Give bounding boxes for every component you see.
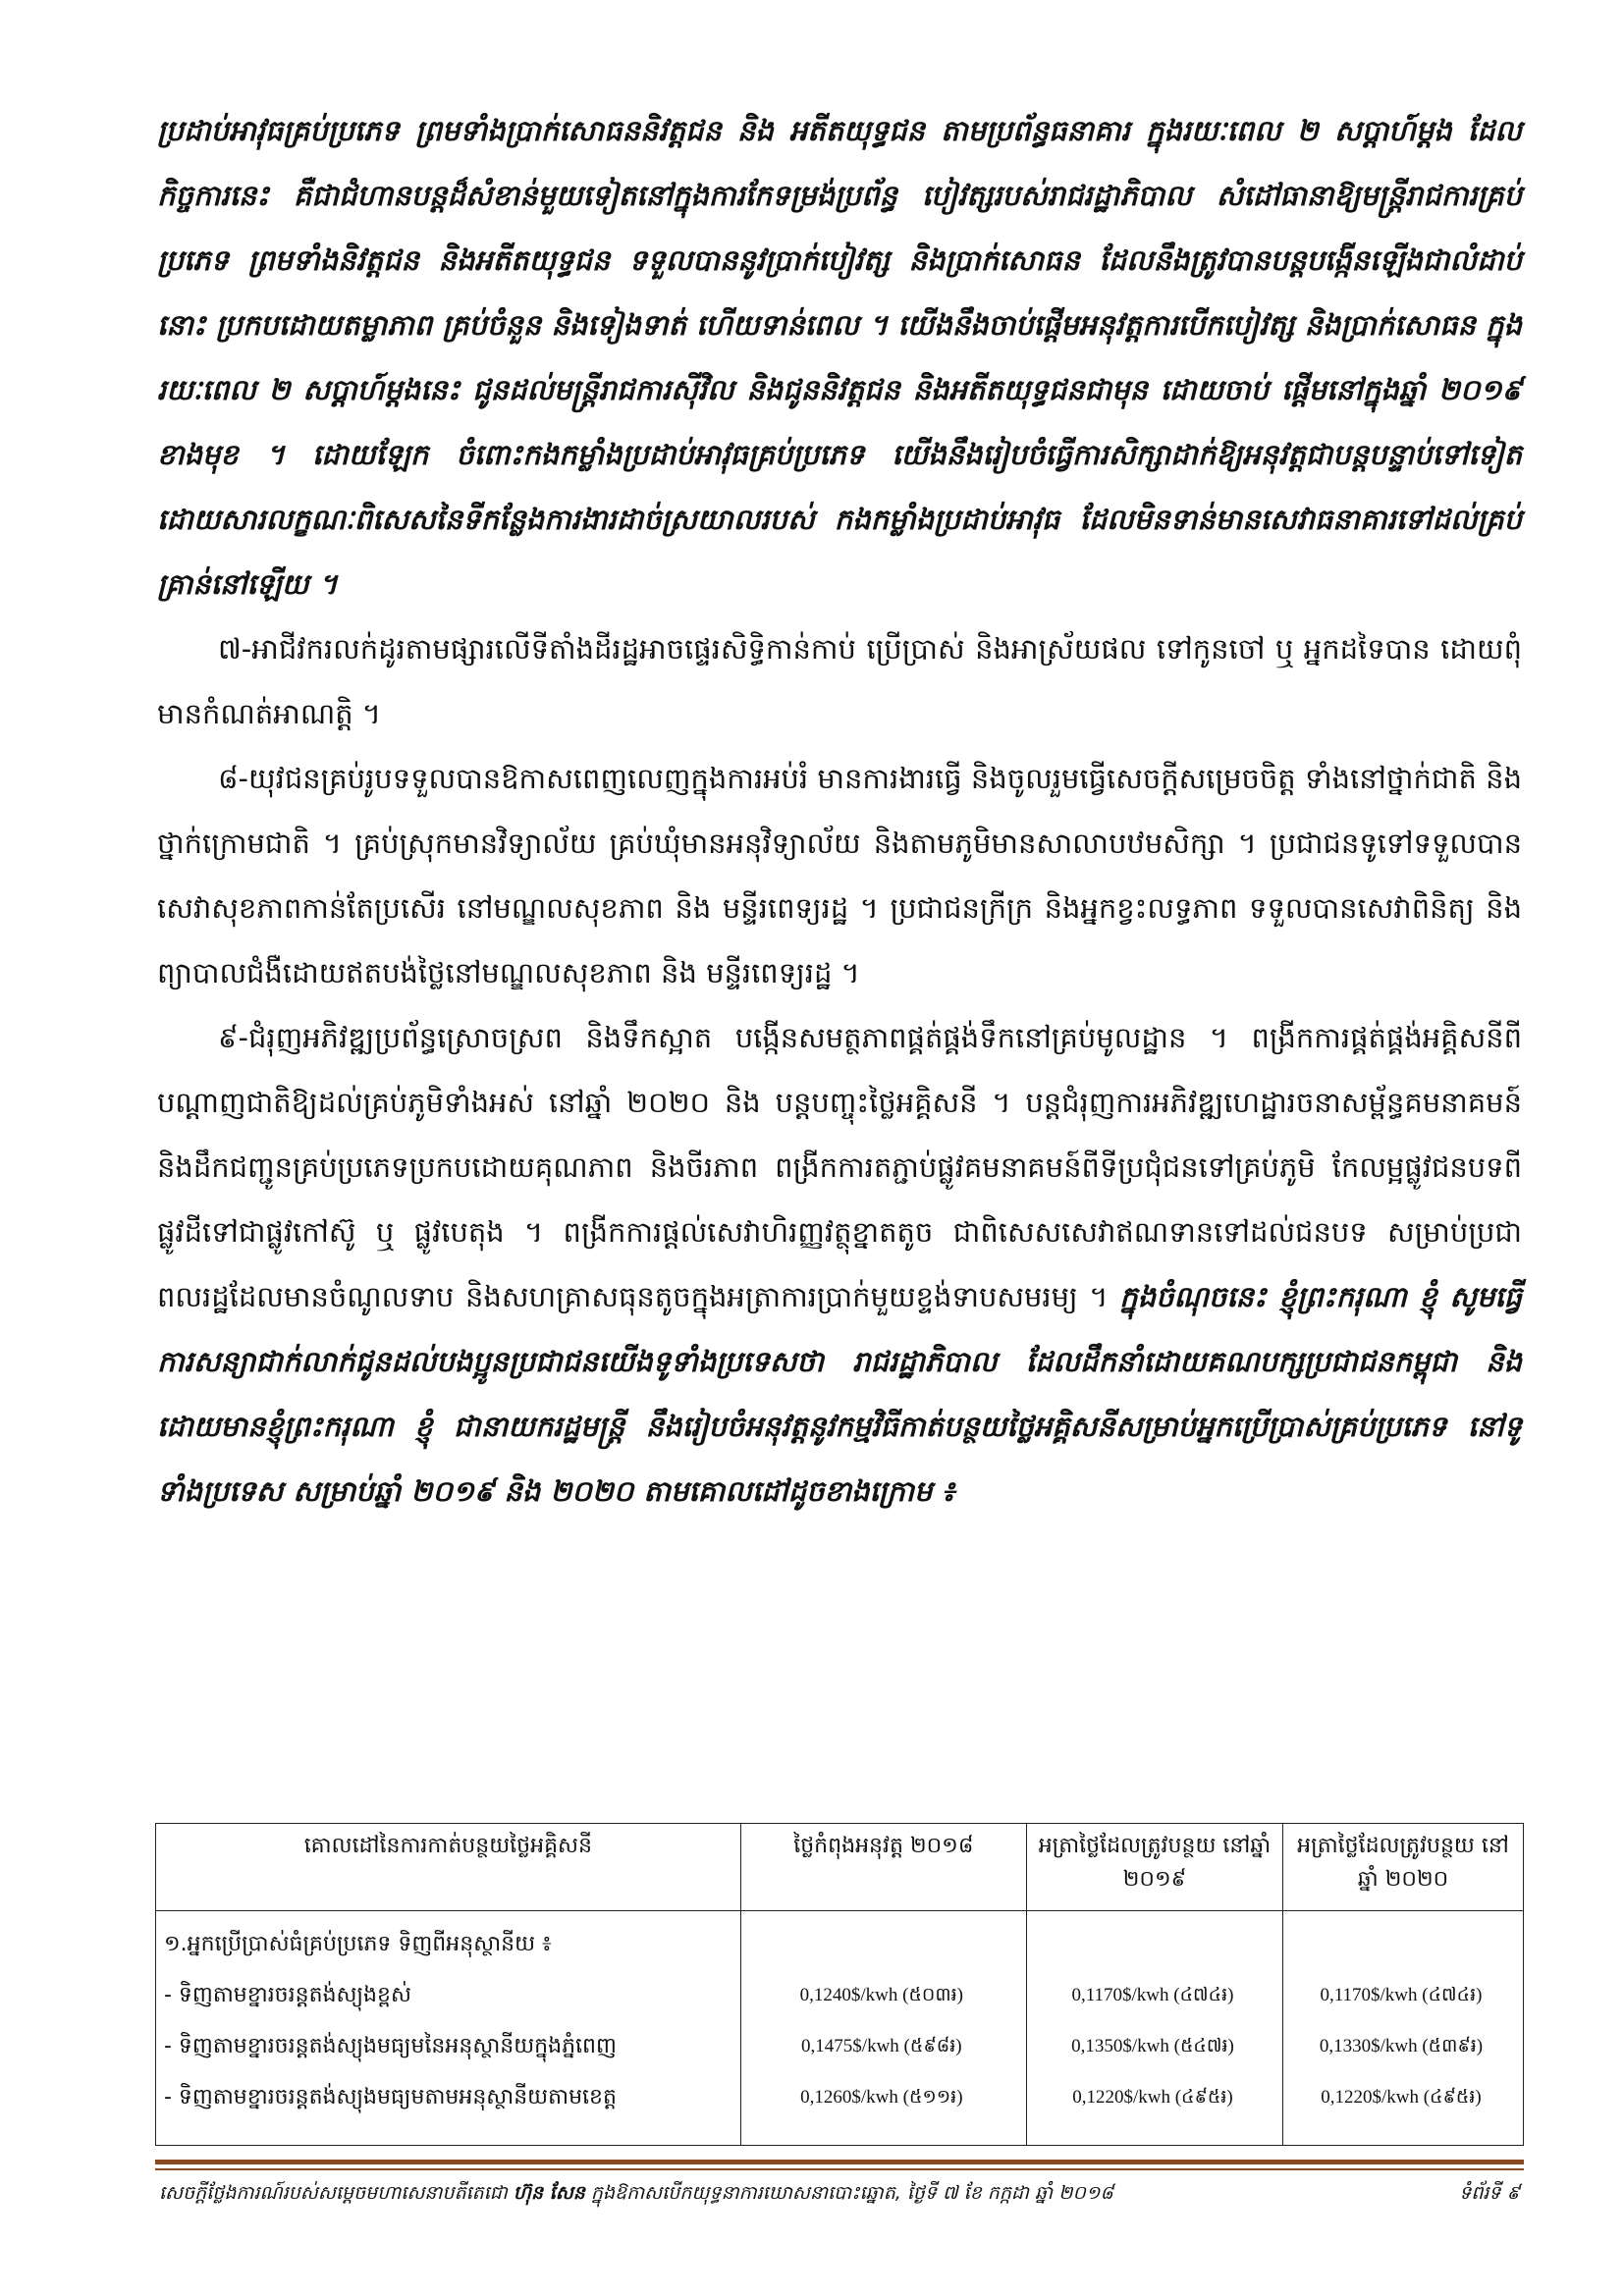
footer-rule	[155, 2160, 1524, 2164]
paragraph-point-9	[157, 1005, 1522, 1523]
footer-name: ហ៊ុន សែន	[513, 2182, 585, 2204]
row-label: - ទិញតាមខ្នារចរន្តតង់ស្យុងមធ្យមនៃអនុស្ថានីយក្នុងភ្នំពេញ	[164, 2034, 617, 2058]
footer-rule-thin	[155, 2168, 1524, 2170]
paragraph-salary-payment: ប្រដាប់អាវុធគ្រប់ប្រភេទ ព្រមទាំងប្រាក់សោធននិវត្តជន និង អតីតយុទ្ធជន តាមប្រព័ន្ធធនាគារ ក្នុងរយៈពេល ២ សប្តាហ៍ម្តង ដែលកិច្ចការនេះ គឺជាជំហានបន្តដ៏សំខាន់មួយទៀតនៅក្នុងការកែទម្រង់ប្រព័ន្ធ បៀវត្សរបស់រាជរដ្ឋាភិបាល សំដៅធានាឱ្យមន្ត្រីរាជការគ្រប់ប្រភេទ ព្រមទាំងនិវត្តជន និងអតីតយុទ្ធជន ទទួលបាននូវប្រាក់បៀវត្ស និងប្រាក់សោធន ដែលនឹងត្រូវបានបន្តបង្កើនឡើងជាលំដាប់នោះ ប្រកបដោយតម្លាភាព គ្រប់ចំនួន និងទៀងទាត់ ហើយទាន់ពេល ។ យើងនឹងចាប់ផ្តើមអនុវត្តការបើកបៀវត្ស និងប្រាក់សោធន ក្នុង រយៈពេល ២ សប្តាហ៍ម្តងនេះ ជូនដល់មន្ត្រីរាជការស៊ីវិល និងជូននិវត្តជន និងអតីតយុទ្ធជនជាមុន ដោយចាប់ ផ្តើមនៅក្នុងឆ្នាំ ២០១៩ ខាងមុខ ។ ដោយឡែក ចំពោះកងកម្លាំងប្រដាប់អាវុធគ្រប់ប្រភេទ យើងនឹងរៀបចំធ្វើការសិក្សាដាក់ឱ្យអនុវត្តជាបន្តបន្ទាប់ទៅទៀត ដោយសារលក្ខណៈពិសេសនៃទីកន្លែងការងារដាច់ស្រយាលរបស់ កងកម្លាំងប្រដាប់អាវុធ ដែលមិនទាន់មានសេវាធនាគារទៅដល់គ្រប់គ្រាន់នៅឡើយ ។	[157, 114, 1522, 601]
table-row	[156, 1911, 1524, 2146]
row-label: - ទិញតាមខ្នារចរន្តតង់ស្យុងខ្ពស់	[164, 1983, 411, 2007]
price-value: 0,1170$/kwh (៤៧៤៛)	[1320, 1985, 1483, 2005]
price-value: 0,1240$/kwh (៥០៣៛)	[799, 1985, 963, 2005]
rate-2019-cell	[1027, 1911, 1283, 2146]
page-number: ទំព័រទី ៩	[1459, 2182, 1520, 2204]
row-labels-cell	[156, 1911, 741, 2146]
electricity-tariff-table	[155, 1823, 1524, 2146]
table-header-row	[156, 1824, 1524, 1911]
footer-text-before: សេចក្តីថ្លែងការណ៍របស់សម្តេចមហាសេនាបតីតេជោ	[159, 2182, 508, 2204]
category-label: ១.អ្នកប្រើប្រាស់ធំគ្រប់ប្រភេទ ទិញពីអនុស្ថានីយ ៖	[164, 1932, 552, 1956]
row-label: - ទិញតាមខ្នារចរន្តតង់ស្យុងមធ្យមតាមអនុស្ថានីយតាមខេត្ត	[164, 2085, 617, 2109]
price-value: 0,1170$/kwh (៤៧៤៛)	[1071, 1985, 1234, 2005]
price-value: 0,1220$/kwh (៤៩៥៛)	[1072, 2087, 1233, 2108]
footer-text-after: ក្នុងឱកាសបើកយុទ្ធនាការឃោសនាបោះឆ្នោត, ថ្ងៃទី ៧ ខែ កក្កដា ឆ្នាំ ២០១៨	[590, 2182, 1113, 2204]
paragraph-point-9-text: ៩-ជំរុញអភិវឌ្ឍប្រព័ន្ធស្រោចស្រព និងទឹកស្អាត បង្កើនសមត្ថភាពផ្គត់ផ្គង់ទឹកនៅគ្រប់មូលដ្ឋាន ។ ពង្រីកការផ្គត់ផ្គង់អគ្គិសនីពីបណ្តាញជាតិឱ្យដល់គ្រប់ភូមិទាំងអស់ នៅឆ្នាំ ២០២០ និង បន្តបញ្ចុះថ្លៃអគ្គិសនី ។ បន្តជំរុញការអភិវឌ្ឍហេដ្ឋារចនាសម្ព័ន្ធគមនាគមន៍ និងដឹកជញ្ជូនគ្រប់ប្រភេទប្រកបដោយគុណភាព និងចីរភាព ពង្រីកការតភ្ជាប់ផ្លូវគមនាគមន៍ពីទីប្រជុំជនទៅគ្រប់ភូមិ កែលម្អផ្លូវជនបទពីផ្លូវដីទៅជាផ្លូវកៅស៊ូ ឬ ផ្លូវបេតុង ។ ពង្រីកការផ្តល់សេវាហិរញ្ញវត្ថុខ្នាតតូច ជាពិសេសសេវាឥណទានទៅដល់ជនបទ សម្រាប់ប្រជាពលរដ្ឋដែលមានចំណូលទាប និងសហគ្រាសធុនតូចក្នុងអត្រាការប្រាក់មួយខ្ទង់ទាបសមរម្យ ។	[157, 1021, 1522, 1313]
price-value: 0,1475$/kwh (៥៩៨៛)	[801, 2036, 962, 2056]
footer-caption	[159, 2181, 1113, 2209]
paragraph-point-7: ៧-អាជីវករលក់ដូរតាមផ្សារលើទីតាំងដីរដ្ឋអាចផ្ទេរសិទ្ធិកាន់កាប់ ប្រើប្រាស់ និងអាស្រ័យផល ទៅកូនចៅ ឬ អ្នកដទៃបាន ដោយពុំមានកំណត់អាណត្តិ ។	[157, 632, 1522, 730]
price-value: 0,1350$/kwh (៥៤៧៛)	[1071, 2036, 1234, 2056]
price-value: 0,1220$/kwh (៤៩៥៛)	[1321, 2087, 1482, 2108]
header-current-2018: ថ្លៃកំពុងអនុវត្ត ២០១៨	[740, 1824, 1026, 1911]
price-value: 0,1260$/kwh (៥១១៛)	[800, 2087, 963, 2108]
document-body	[157, 98, 1522, 1523]
rate-2020-cell	[1282, 1911, 1523, 2146]
paragraph-point-8: ៨-យុវជនគ្រប់រូបទទួលបានឱកាសពេញលេញក្នុងការអប់រំ មានការងារធ្វើ និងចូលរួមធ្វើសេចក្តីសម្រេចចិត្ត ទាំងនៅថ្នាក់ជាតិ និងថ្នាក់ក្រោមជាតិ ។ គ្រប់ស្រុកមានវិទ្យាល័យ គ្រប់ឃុំមានអនុវិទ្យាល័យ និងតាមភូមិមានសាលាបឋមសិក្សា ។ ប្រជាជនទូទៅទទួលបានសេវាសុខភាពកាន់តែប្រសើរ នៅមណ្ឌលសុខភាព និង មន្ទីរពេទ្យរដ្ឋ ។ ប្រជាជនក្រីក្រ និងអ្នកខ្វះលទ្ធភាព ទទួលបានសេវាពិនិត្យ និងព្យាបាលជំងឺដោយឥតបង់ថ្លៃនៅមណ្ឌលសុខភាព និង មន្ទីរពេទ្យរដ្ឋ ។	[157, 762, 1522, 989]
header-target: គោលដៅនៃការកាត់បន្ថយថ្លៃអគ្គិសនី	[156, 1824, 741, 1911]
header-rate-2019: អត្រាថ្លៃដែលត្រូវបន្ថយ នៅឆ្នាំ ២០១៩	[1027, 1824, 1283, 1911]
header-rate-2020: អត្រាថ្លៃដែលត្រូវបន្ថយ នៅឆ្នាំ ២០២០	[1282, 1824, 1523, 1911]
price-value: 0,1330$/kwh (៥៣៩៛)	[1319, 2036, 1484, 2056]
page-footer	[159, 2181, 1520, 2209]
current-price-cell	[740, 1911, 1026, 2146]
paragraph-point-9-pledge: ក្នុងចំណុចនេះ ខ្ញុំព្រះករុណា ខ្ញុំ សូមធ្វើការសន្យាជាក់លាក់ជូនដល់បងប្អូនប្រជាជនយើងទូទាំងប្រទេសថា រាជរដ្ឋាភិបាល ដែលដឹកនាំដោយគណបក្សប្រជាជនកម្ពុជា និងដោយមានខ្ញុំព្រះករុណា ខ្ញុំ ជានាយករដ្ឋមន្ត្រី នឹងរៀបចំអនុវត្តនូវកម្មវិធីកាត់បន្ថយថ្លៃអគ្គិសនីសម្រាប់អ្នកប្រើប្រាស់គ្រប់ប្រភេទ នៅទូទាំងប្រទេស សម្រាប់ឆ្នាំ ២០១៩ និង ២០២០ តាមគោលដៅដូចខាងក្រោម ៖	[157, 1280, 1523, 1508]
